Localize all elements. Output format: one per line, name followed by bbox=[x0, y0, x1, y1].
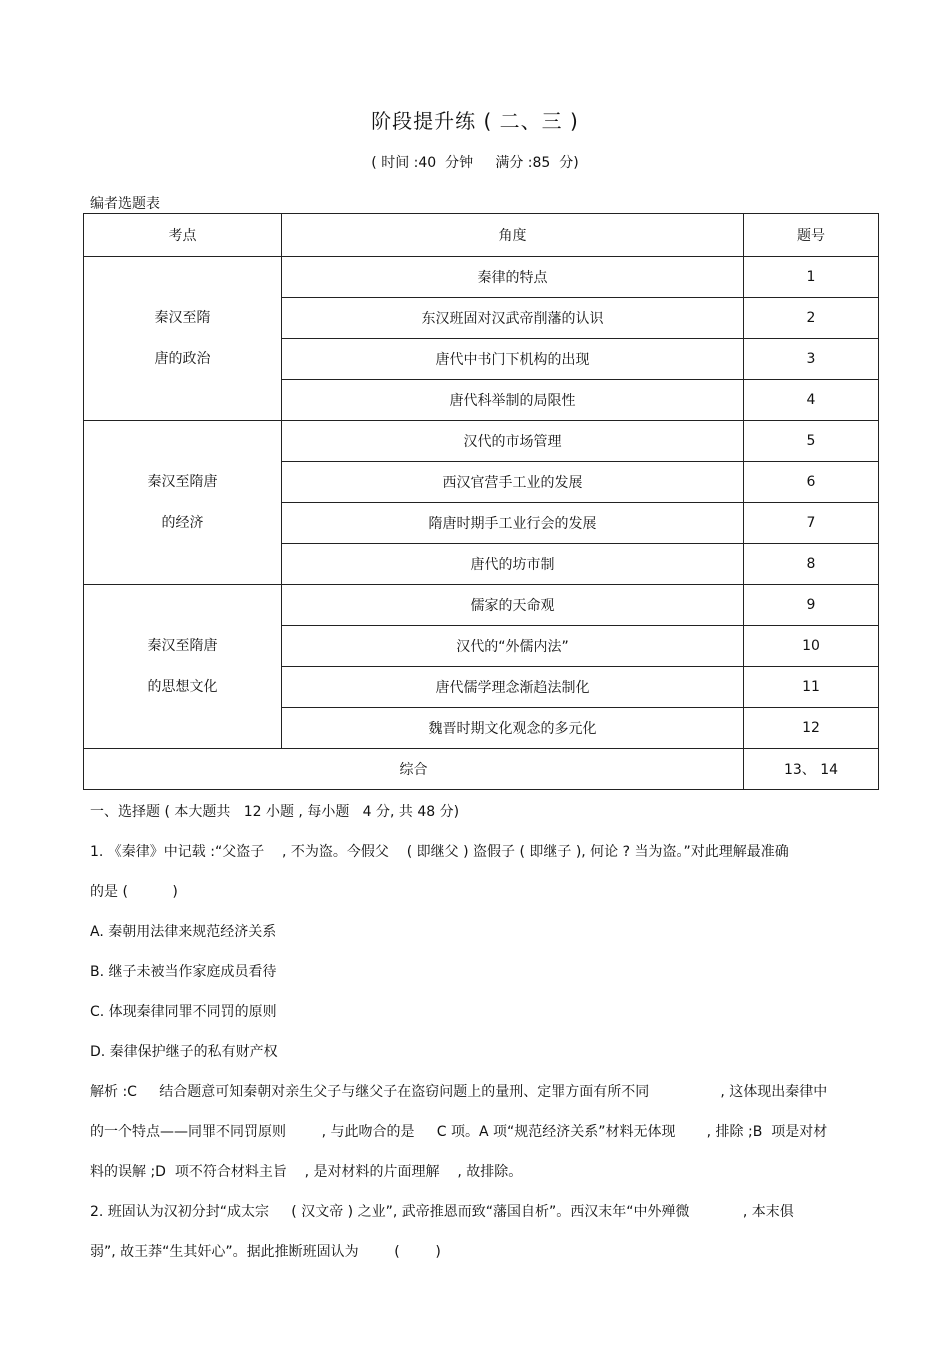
number-cell: 9 bbox=[744, 585, 879, 626]
number-cell: 5 bbox=[744, 421, 879, 462]
table-row bbox=[84, 257, 879, 298]
angle-cell: 唐代儒学理念渐趋法制化 bbox=[282, 667, 744, 708]
angle-cell: 魏晋时期文化观念的多元化 bbox=[282, 708, 744, 749]
angle-cell: 隋唐时期手工业行会的发展 bbox=[282, 503, 744, 544]
angle-cell: 唐代中书门下机构的出现 bbox=[282, 339, 744, 380]
questions-section bbox=[90, 792, 880, 1272]
angle-cell: 秦律的特点 bbox=[282, 257, 744, 298]
angle-cell: 汉代的市场管理 bbox=[282, 421, 744, 462]
number-cell: 8 bbox=[744, 544, 879, 585]
topic-selection-table bbox=[83, 213, 879, 790]
section-heading: 一、选择题 ( 本大题共 12 小题 , 每小题 4 分, 共 48 分) bbox=[90, 804, 460, 820]
summary-number: 13、 14 bbox=[744, 749, 879, 790]
topic-line: 秦汉至隋 bbox=[154, 309, 211, 326]
topic-line: 秦汉至隋唐 bbox=[147, 637, 218, 654]
topic-line: 秦汉至隋唐 bbox=[147, 473, 218, 490]
q1-analysis-line: 的一个特点——同罪不同罚原则 , 与此吻合的是 C 项。A 项“规范经济关系”材料无体现 , 排除 ;B 项是对材 bbox=[90, 1124, 828, 1140]
page-title: 阶段提升练 ( 二、三 ) bbox=[371, 109, 579, 133]
q1-option-b: B. 继子未被当作家庭成员看待 bbox=[90, 964, 277, 980]
number-cell: 7 bbox=[744, 503, 879, 544]
number-cell: 12 bbox=[744, 708, 879, 749]
angle-cell: 唐代科举制的局限性 bbox=[282, 380, 744, 421]
header-topic: 考点 bbox=[84, 214, 282, 257]
q1-stem-line: 1. 《秦律》中记载 :“父盗子 , 不为盗。今假父 ( 即继父 ) 盗假子 ( 即继子 ), 何论 ? 当为盗。”对此理解最准确 bbox=[90, 844, 789, 860]
table-header-row bbox=[84, 214, 879, 257]
table-row-summary bbox=[84, 749, 879, 790]
number-cell: 1 bbox=[744, 257, 879, 298]
summary-label: 综合 bbox=[84, 749, 744, 790]
q1-analysis-line: 解析 :C 结合题意可知秦朝对亲生父子与继父子在盗窃问题上的量刑、定罪方面有所不同 , 这体现出秦律中 bbox=[90, 1084, 828, 1100]
q1-option-d: D. 秦律保护继子的私有财产权 bbox=[90, 1044, 278, 1060]
q1-analysis-line: 料的误解 ;D 项不符合材料主旨 , 是对材料的片面理解 , 故排除。 bbox=[90, 1164, 523, 1180]
topic-line: 的经济 bbox=[161, 514, 204, 531]
q2-stem-line: 2. 班固认为汉初分封“成太宗 ( 汉文帝 ) 之业”, 武帝推恩而致“藩国自析”。西汉末年“中外殚微 , 本末俱 bbox=[90, 1204, 794, 1220]
header-number: 题号 bbox=[744, 214, 879, 257]
q2-stem-line: 弱”, 故王莽“生其奸心”。据此推断班固认为 ( ) bbox=[90, 1244, 441, 1260]
angle-cell: 唐代的坊市制 bbox=[282, 544, 744, 585]
number-cell: 10 bbox=[744, 626, 879, 667]
topic-line: 的思想文化 bbox=[147, 678, 218, 695]
number-cell: 11 bbox=[744, 667, 879, 708]
q1-stem-line: 的是 ( ) bbox=[90, 884, 178, 900]
angle-cell: 汉代的“外儒内法” bbox=[282, 626, 744, 667]
number-cell: 2 bbox=[744, 298, 879, 339]
number-cell: 6 bbox=[744, 462, 879, 503]
angle-cell: 儒家的天命观 bbox=[282, 585, 744, 626]
topic-cell bbox=[84, 585, 282, 749]
exam-info: ( 时间 :40 分钟 满分 :85 分) bbox=[371, 155, 579, 171]
table-row bbox=[84, 585, 879, 626]
table-row bbox=[84, 421, 879, 462]
header-angle: 角度 bbox=[282, 214, 744, 257]
q1-option-c: C. 体现秦律同罪不同罚的原则 bbox=[90, 1004, 277, 1020]
q1-option-a: A. 秦朝用法律来规范经济关系 bbox=[90, 924, 277, 940]
topic-line: 唐的政治 bbox=[154, 350, 211, 367]
topic-cell bbox=[84, 421, 282, 585]
topic-cell bbox=[84, 257, 282, 421]
number-cell: 3 bbox=[744, 339, 879, 380]
angle-cell: 东汉班固对汉武帝削藩的认识 bbox=[282, 298, 744, 339]
number-cell: 4 bbox=[744, 380, 879, 421]
table-caption: 编者选题表 bbox=[90, 196, 160, 212]
angle-cell: 西汉官营手工业的发展 bbox=[282, 462, 744, 503]
